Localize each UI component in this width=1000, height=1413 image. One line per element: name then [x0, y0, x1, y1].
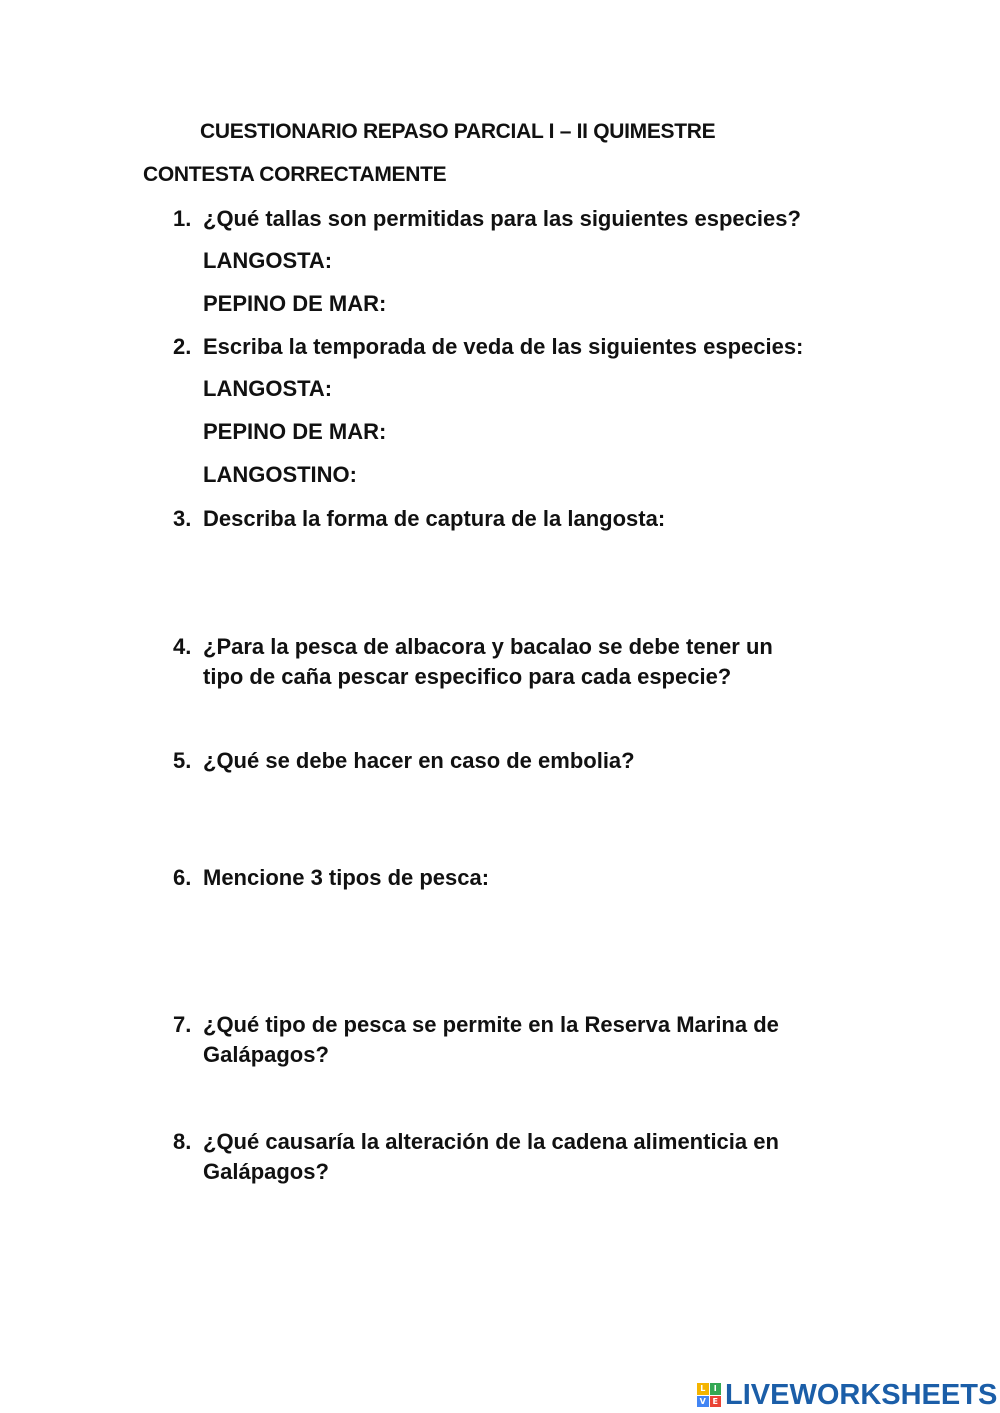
logo-letter: E [710, 1396, 722, 1408]
question-text: ¿Qué tallas son permitidas para las siguientes especies? [203, 206, 801, 231]
liveworksheets-logo-icon [697, 1383, 721, 1407]
question-text: ¿Qué se debe hacer en caso de embolia? [203, 748, 635, 773]
question-text: ¿Qué tipo de pesca se permite en la Reserva Marina de [203, 1012, 779, 1037]
answer-label-langosta: LANGOSTA: [203, 376, 333, 401]
question-text: Galápagos? [203, 1042, 329, 1067]
logo-letter: I [710, 1383, 722, 1395]
instruction-text: CONTESTA CORRECTAMENTE [143, 163, 447, 186]
page-title: CUESTIONARIO REPASO PARCIAL I – II QUIMESTRE [200, 120, 716, 143]
question-number: 6. [173, 865, 192, 890]
logo-letter: V [697, 1396, 709, 1408]
question-text: ¿Para la pesca de albacora y bacalao se debe tener un [203, 634, 773, 659]
question-number: 5. [173, 748, 192, 773]
question-number: 4. [173, 634, 192, 659]
logo-letter: L [697, 1383, 709, 1395]
question-text: tipo de caña pescar especifico para cada especie? [203, 664, 732, 689]
answer-label-pepino: PEPINO DE MAR: [203, 291, 387, 316]
answer-label-langosta: LANGOSTA: [203, 248, 333, 273]
question-text: Escriba la temporada de veda de las siguientes especies: [203, 334, 804, 359]
question-text: Galápagos? [203, 1159, 329, 1184]
question-number: 2. [173, 334, 192, 359]
question-number: 3. [173, 506, 192, 531]
brand-name: LIVEWORKSHEETS [725, 1378, 998, 1411]
question-text: Describa la forma de captura de la langosta: [203, 506, 666, 531]
liveworksheets-brand[interactable] [697, 1378, 997, 1412]
answer-label-pepino: PEPINO DE MAR: [203, 419, 387, 444]
question-number: 8. [173, 1129, 192, 1154]
question-text: Mencione 3 tipos de pesca: [203, 865, 490, 890]
question-text: ¿Qué causaría la alteración de la cadena alimenticia en [203, 1129, 779, 1154]
question-number: 7. [173, 1012, 192, 1037]
question-number: 1. [173, 206, 192, 231]
answer-label-langostino: LANGOSTINO: [203, 462, 357, 487]
